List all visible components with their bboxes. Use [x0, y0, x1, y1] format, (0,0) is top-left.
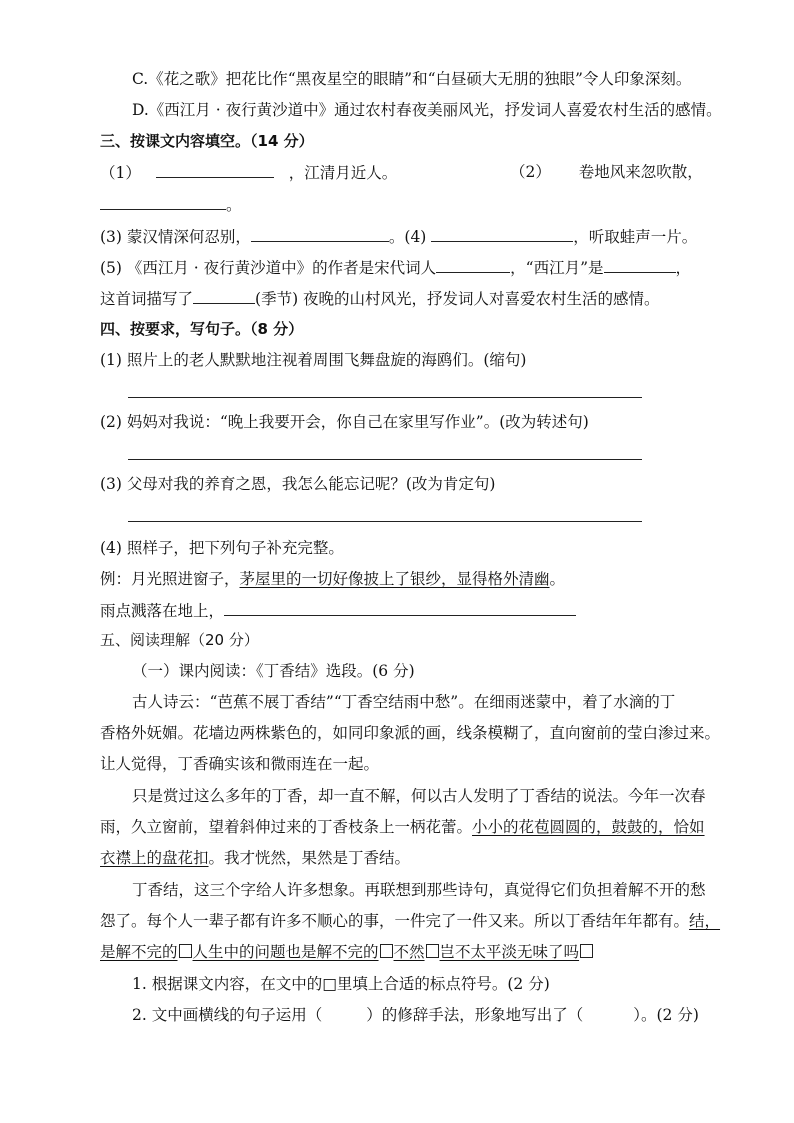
punct-box-2[interactable] [380, 944, 393, 958]
s4-fill-blank[interactable] [224, 600, 576, 616]
s3-q5-line2 [100, 288, 660, 309]
s4-q2-answer-line[interactable] [128, 459, 642, 460]
s3-q5-text-a: (5) 《西江月 · 夜行黄沙道中》的作者是宋代词人 [100, 259, 437, 277]
s4-example-underlined: 茅屋里的一切好像披上了银纱，显得格外清幽 [239, 570, 550, 588]
s5-p2-l2-underlined: 小小的花苞圆圆的，鼓鼓的，恰如 [472, 818, 705, 836]
s5-q2 [132, 1005, 699, 1025]
s3-q2-num: （2） [510, 163, 551, 181]
s4-fill-prefix: 雨点溅落在地上， [100, 602, 225, 620]
s3-q3-text: (3) 蒙汉情深何忍别， [100, 228, 251, 246]
s3-q2-line [510, 162, 703, 182]
s5-p3-l3-text-d: 岂不太平淡无味了吗 [439, 943, 580, 961]
s5-p2-l2 [100, 817, 705, 837]
punct-box-3[interactable] [426, 944, 439, 958]
s5-q2-text-b: ）的修辞手法，形象地写出了（ [366, 1006, 584, 1024]
s5-p2-l3-underlined: 衣襟上的盘花扣 [100, 849, 209, 867]
s5-q2-text-c: ）。(2 分) [633, 1006, 699, 1024]
s3-q5-blank-author[interactable] [436, 257, 510, 273]
s5-p2-l1: 只是赏过这么多年的丁香，却一直不解，何以古人发明了丁香结的说法。今年一次春 [132, 787, 706, 805]
s5-p1-l2: 香格外妩媚。花墙边两株紫色的，如同印象派的画，线条模糊了，直向窗前的莹白渗过来。 [100, 724, 721, 742]
s5-sub1: （一）课内阅读：《丁香结》选段。(6 分) [132, 662, 415, 680]
s3-q5-text-d: 这首词描写了 [100, 290, 194, 308]
s3-q2-text: 卷地风来忽吹散， [578, 163, 703, 181]
s4-q1-answer-line[interactable] [128, 397, 642, 398]
choice-c: C.《花之歌》把花比作“黑夜星空的眼睛”和“白昼硕大无朋的独眼”令人印象深刻。 [132, 70, 692, 88]
s3-q3-line [100, 226, 697, 247]
s4-q4: (4) 照样子，把下列句子补充完整。 [100, 539, 344, 557]
s5-p2-l3-text: 。我才恍然，果然是丁香结。 [208, 849, 411, 867]
s4-q2: (2) 妈妈对我说：“晚上我要开会，你自己在家里写作业”。(改为转述句) [100, 413, 589, 431]
punct-box-4[interactable] [580, 944, 593, 958]
s3-q5-text-b: ，“西江月”是 [510, 259, 604, 277]
s4-q3: (3) 父母对我的养育之恩，我怎么能忘记呢？(改为肯定句) [100, 475, 496, 493]
s3-q4-text: ，听取蛙声一片。 [573, 228, 698, 246]
punct-box-1[interactable] [179, 944, 192, 958]
s3-q3-blank[interactable] [251, 226, 389, 242]
s4-q3-answer-line[interactable] [128, 521, 642, 522]
s5-p1-l1-text: 古人诗云：“芭蕉不展丁香结”“丁香空结雨中愁”。在细雨迷蒙中，着了水滴的丁 [132, 693, 676, 711]
s3-q2-blank[interactable] [100, 194, 226, 210]
s4-example-prefix: 例：月光照进窗子， [100, 570, 240, 588]
s5-p2-l3 [100, 848, 410, 868]
s5-p1-l1 [132, 692, 730, 712]
s3-q1-text: ，江清月近人。 [288, 164, 398, 182]
s4-example-end: 。 [549, 570, 566, 588]
s4-fill [100, 600, 576, 621]
s5-q2-text-a: 2. 文中画横线的句子运用（ [132, 1006, 323, 1024]
s5-p2-l2-text: 雨，久立窗前，望着斜伸过来的丁香枝条上一柄花蕾。 [100, 818, 473, 836]
s5-p3-l2-text: 怨了。每个人一辈子都有许多不顺心的事，一件完了一件又来。所以丁香结年年都有。 [100, 912, 690, 930]
s5-p3-l3-text-c: 不然 [393, 943, 425, 961]
section3-heading: 三、按课文内容填空。（14 分） [100, 132, 314, 150]
s3-q5-blank-season[interactable] [193, 288, 255, 304]
s5-p3-l2-underlined: 结， [689, 912, 721, 930]
s5-p1-l3: 让人觉得，丁香确实该和微雨连在一起。 [100, 755, 380, 773]
s4-q1: (1) 照片上的老人默默地注视着周围飞舞盘旋的海鸥们。(缩句) [100, 351, 527, 369]
s3-q2-end: 。 [226, 196, 242, 214]
s3-q1-blank[interactable] [156, 162, 274, 178]
s5-p3-l3-text-a: 是解不完的 [100, 943, 178, 961]
s3-q5-text-c: ， [675, 259, 692, 277]
section4-heading: 四、按要求，写句子。（8 分） [100, 320, 304, 338]
choice-d: D.《西江月 · 夜行黄沙道中》通过农村春夜美丽风光，抒发词人喜爱农村生活的感情。 [132, 101, 722, 119]
s5-p3-l3 [100, 942, 594, 962]
s3-q5-blank-cipai[interactable] [604, 257, 676, 273]
s5-q1: 1. 根据课文内容，在文中的□里填上合适的标点符号。(2 分) [132, 975, 550, 993]
s5-p3-l2 [100, 911, 720, 931]
s3-q4-blank[interactable] [431, 226, 573, 242]
section5-heading: 五、阅读理解（20 分） [100, 631, 259, 649]
s5-p3-l3-text-b: 人生中的问题也是解不完的 [192, 943, 379, 961]
s4-example [100, 569, 565, 589]
s3-q5-text-e: (季节) 夜晚的山村风光，抒发词人对喜爱农村生活的感情。 [255, 290, 660, 308]
s3-q1-line [100, 162, 397, 183]
s3-q1-num: （1） [100, 164, 141, 182]
s5-p3-l1: 丁香结，这三个字给人许多想象。再联想到那些诗句，真觉得它们负担着解不开的愁 [132, 881, 706, 899]
s3-q5-line1 [100, 257, 691, 278]
s3-q4-num: 。(4) [388, 228, 427, 246]
s3-q2-cont [100, 194, 242, 215]
